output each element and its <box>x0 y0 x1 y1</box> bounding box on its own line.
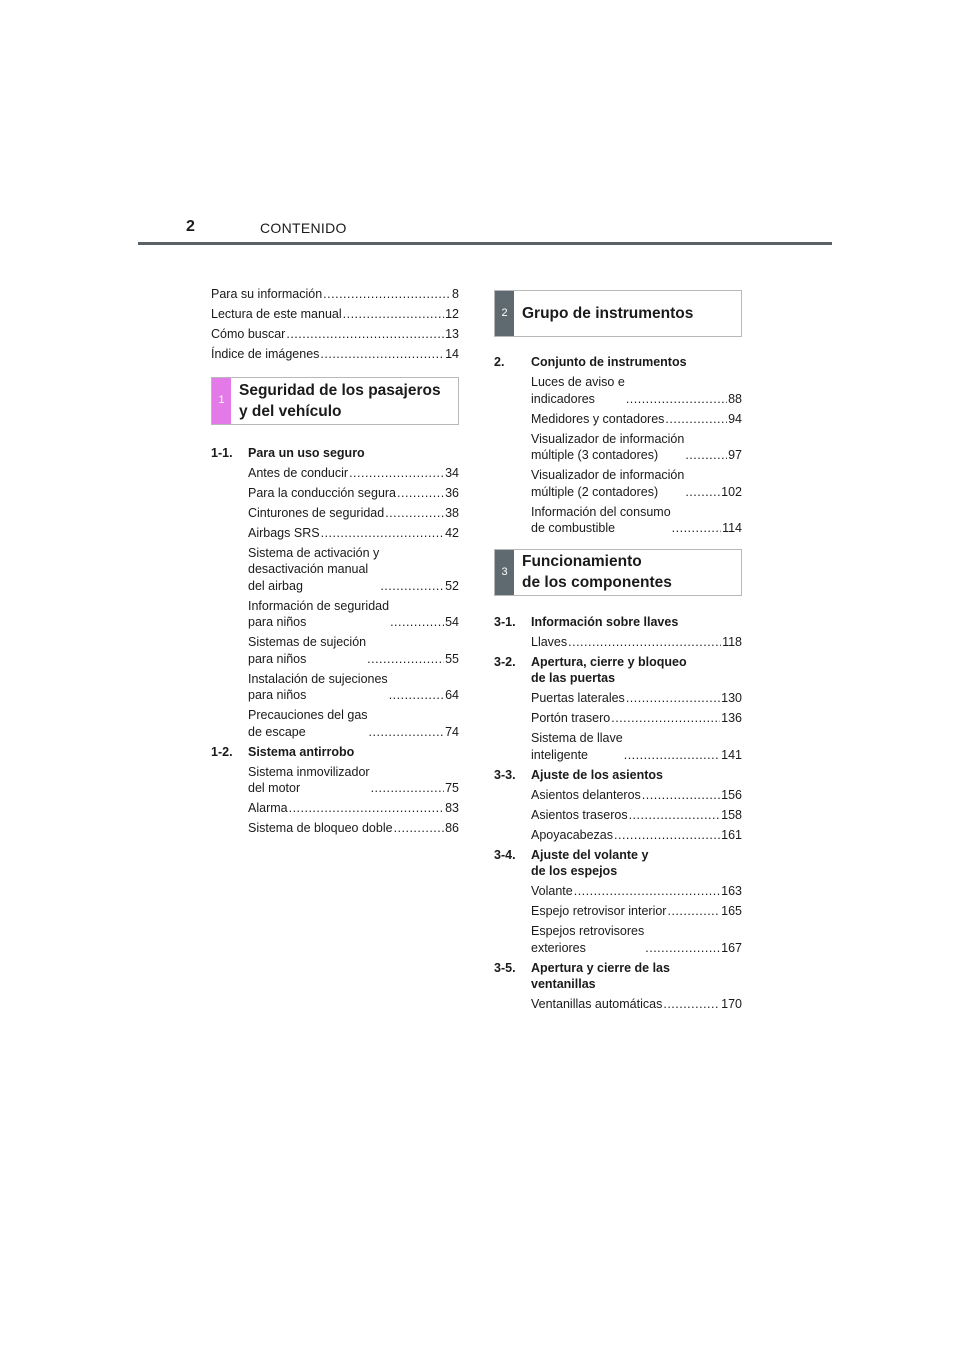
chapter-1-tab: 1 <box>212 378 231 424</box>
toc-entry[interactable] <box>494 730 742 763</box>
toc-entry[interactable] <box>494 504 742 537</box>
toc-entry-title: Para la conducción segura <box>248 485 397 500</box>
toc-entry[interactable] <box>211 485 459 502</box>
toc-page-number: 102 <box>721 484 742 499</box>
toc-page-number: 75 <box>445 781 459 795</box>
toc-entry[interactable] <box>494 467 742 500</box>
toc-entry[interactable] <box>494 634 742 651</box>
toc-page-number: 156 <box>721 787 742 802</box>
toc-page-number: 163 <box>721 884 742 898</box>
section-number: 3-3. <box>494 767 516 782</box>
dot-leader <box>385 505 444 522</box>
dot-leader <box>574 883 720 900</box>
toc-entry[interactable] <box>211 671 459 704</box>
toc-page-number: 55 <box>445 651 459 666</box>
toc-page-number: 83 <box>445 801 459 815</box>
section-title: Información sobre llaves <box>531 614 679 629</box>
dot-leader <box>663 996 720 1013</box>
section-number: 2. <box>494 355 505 369</box>
toc-entry[interactable] <box>211 820 459 837</box>
toc-entry-title: Portón trasero <box>531 711 611 725</box>
toc-entry-title: Lectura de este manual <box>211 307 342 321</box>
toc-page-number: 42 <box>445 525 459 540</box>
toc-entry[interactable] <box>494 827 742 844</box>
dot-leader <box>323 286 451 303</box>
toc-page-number: 114 <box>722 521 742 535</box>
dot-leader <box>626 391 727 408</box>
front-matter-list <box>211 286 459 363</box>
toc-page-number: 158 <box>721 807 742 822</box>
dot-leader <box>369 724 445 741</box>
toc-entry[interactable] <box>211 634 459 667</box>
toc-page-number: 130 <box>721 691 742 705</box>
toc-page-number: 94 <box>728 411 742 426</box>
toc-page-number: 97 <box>728 448 742 462</box>
chapter-2-sections <box>494 354 742 537</box>
toc-entry-title: Ventanillas automáticas <box>531 997 663 1011</box>
right-column <box>494 290 742 1016</box>
dot-leader <box>665 411 727 428</box>
toc-entry[interactable] <box>494 431 742 464</box>
toc-entry-title: Cinturones de seguridad <box>248 505 385 520</box>
toc-entry-title: Precauciones del gas de escape <box>248 708 368 739</box>
toc-entry[interactable] <box>494 923 742 956</box>
toc-page-number: 36 <box>445 485 459 500</box>
section-title: Ajuste del volante y de los espejos <box>531 847 649 878</box>
dot-leader <box>642 787 720 804</box>
toc-page-number: 167 <box>721 940 742 955</box>
toc-page-number: 14 <box>445 347 459 361</box>
toc-page-number: 141 <box>721 747 742 762</box>
toc-entry[interactable] <box>211 505 459 522</box>
toc-entry[interactable] <box>494 996 742 1013</box>
page-number: 2 <box>186 218 195 235</box>
dot-leader <box>320 346 444 363</box>
dot-leader <box>389 687 444 704</box>
dot-leader <box>611 710 720 727</box>
chapter-1-box[interactable] <box>211 377 459 425</box>
dot-leader <box>390 614 444 631</box>
section-number: 1-1. <box>211 445 233 460</box>
toc-entry[interactable] <box>211 306 459 323</box>
toc-page-number: 74 <box>445 724 459 739</box>
toc-entry-title: Alarma <box>248 801 288 815</box>
toc-page-number: 88 <box>728 391 742 406</box>
toc-entry-title: Espejo retrovisor interior <box>531 904 667 918</box>
section-number: 3-4. <box>494 847 516 862</box>
toc-page-number: 8 <box>452 287 459 301</box>
toc-page-number: 54 <box>445 615 459 629</box>
toc-entry-title: Información del consumo de combustible <box>531 504 671 535</box>
toc-entry-title: Para su información <box>211 287 323 301</box>
chapter-3-sections <box>494 614 742 1013</box>
section-number: 3-2. <box>494 654 516 669</box>
chapter-3-tab: 3 <box>495 550 514 595</box>
section-heading[interactable] <box>494 767 742 784</box>
header-rule <box>138 242 832 245</box>
section-heading[interactable] <box>494 960 742 993</box>
toc-entry-title: Sistema de bloqueo doble <box>248 821 393 835</box>
section-heading[interactable] <box>494 354 742 371</box>
toc-entry-title: Luces de aviso e indicadores <box>531 375 625 406</box>
section-title: Conjunto de instrumentos <box>531 355 687 369</box>
section-title: Sistema antirrobo <box>248 744 355 759</box>
section-heading[interactable] <box>494 654 742 687</box>
toc-page-number: 38 <box>445 505 459 520</box>
dot-leader <box>286 326 444 343</box>
toc-entry-title: Visualizador de información múltiple (3 contadores) <box>531 431 685 462</box>
toc-entry-title: Apoyacabezas <box>531 827 614 842</box>
toc-entry[interactable] <box>494 690 742 707</box>
section-title: Apertura y cierre de las ventanillas <box>531 960 670 991</box>
toc-entry[interactable] <box>211 707 459 740</box>
toc-entry-title: Visualizador de información múltiple (2 contadores) <box>531 468 685 499</box>
toc-entry[interactable] <box>211 346 459 363</box>
toc-entry-title: Espejos retrovisores exteriores <box>531 924 645 955</box>
section-title: Apertura, cierre y bloqueo de las puertas <box>531 654 687 685</box>
toc-entry-title: Volante <box>531 884 573 898</box>
section-title: Para un uso seguro <box>248 445 365 460</box>
chapter-1-sections <box>211 445 459 837</box>
toc-entry[interactable] <box>211 286 459 303</box>
dot-leader <box>289 800 445 817</box>
dot-leader <box>568 634 721 651</box>
toc-entry[interactable] <box>211 800 459 817</box>
toc-entry-title: Instalación de sujeciones para niños <box>248 671 388 702</box>
toc-entry[interactable] <box>211 525 459 542</box>
toc-entry[interactable] <box>211 465 459 482</box>
dot-leader <box>626 690 720 707</box>
toc-page-number: 64 <box>445 688 459 702</box>
dot-leader <box>343 306 444 323</box>
dot-leader <box>629 807 721 824</box>
chapter-2-box[interactable] <box>494 290 742 337</box>
toc-entry-title: Sistemas de sujeción para niños <box>248 635 367 666</box>
section-title: CONTENIDO <box>260 220 347 236</box>
toc-entry[interactable] <box>494 374 742 407</box>
chapter-2-title: Grupo de instrumentos <box>522 305 694 322</box>
dot-leader <box>685 447 727 464</box>
section-number: 3-5. <box>494 960 516 975</box>
section-heading[interactable] <box>211 744 459 761</box>
toc-entry[interactable] <box>211 545 459 595</box>
toc-entry-title: Puertas laterales <box>531 691 625 705</box>
toc-entry-title: Cómo buscar <box>211 327 286 341</box>
toc-page-number: 86 <box>445 821 459 835</box>
chapter-2-tab: 2 <box>495 291 514 336</box>
toc-page-number: 170 <box>721 997 742 1011</box>
toc-entry-title: Información de seguridad para niños <box>248 598 390 629</box>
toc-entry[interactable] <box>494 883 742 900</box>
toc-entry[interactable] <box>211 764 459 797</box>
dot-leader <box>321 525 445 542</box>
toc-page-number: 52 <box>445 578 459 593</box>
toc-entry[interactable] <box>211 598 459 631</box>
section-number: 1-2. <box>211 744 233 759</box>
left-column <box>211 286 459 840</box>
toc-entry-title: Antes de conducir <box>248 465 349 480</box>
toc-page-number: 13 <box>445 327 459 341</box>
dot-leader <box>397 485 444 502</box>
section-number: 3-1. <box>494 614 516 629</box>
toc-page-number: 12 <box>445 307 459 321</box>
dot-leader <box>380 578 444 595</box>
toc-page-number: 118 <box>722 634 742 649</box>
dot-leader <box>371 780 445 797</box>
toc-entry-title: Airbags SRS <box>248 525 320 540</box>
toc-entry[interactable] <box>494 807 742 824</box>
toc-entry-title: Asientos traseros <box>531 807 628 822</box>
dot-leader <box>685 484 720 501</box>
toc-entry-title: Sistema inmovilizador del motor <box>248 764 370 795</box>
toc-entry-title: Sistema de llave inteligente <box>531 731 623 762</box>
toc-entry-title: Asientos delanteros <box>531 787 641 802</box>
toc-entry[interactable] <box>494 787 742 804</box>
dot-leader <box>672 520 721 537</box>
toc-page-number: 161 <box>721 827 742 842</box>
section-heading[interactable] <box>494 847 742 880</box>
toc-entry[interactable] <box>494 710 742 727</box>
toc-entry-title: Medidores y contadores <box>531 411 665 426</box>
toc-page-number: 34 <box>445 465 459 480</box>
toc-page-number: 165 <box>721 904 742 918</box>
section-title: Ajuste de los asientos <box>531 767 663 782</box>
toc-entry-title: Índice de imágenes <box>211 347 320 361</box>
dot-leader <box>624 747 720 764</box>
dot-leader <box>349 465 444 482</box>
chapter-3-box[interactable] <box>494 549 742 596</box>
section-heading[interactable] <box>494 614 742 631</box>
toc-entry-title: Sistema de activación y desactivación manual del airbag <box>248 545 380 593</box>
dot-leader <box>367 651 444 668</box>
dot-leader <box>645 940 720 957</box>
toc-entry-title: Llaves <box>531 634 568 649</box>
chapter-3-title: Funcionamiento de los componentes <box>522 553 672 591</box>
toc-entry[interactable] <box>211 326 459 343</box>
dot-leader <box>394 820 445 837</box>
dot-leader <box>614 827 720 844</box>
toc-page-number: 136 <box>721 711 742 725</box>
dot-leader <box>667 903 720 920</box>
toc-entry[interactable] <box>494 903 742 920</box>
toc-entry[interactable] <box>494 411 742 428</box>
chapter-1-title: Seguridad de los pasajeros y del vehículo <box>239 381 441 420</box>
section-heading[interactable] <box>211 445 459 462</box>
